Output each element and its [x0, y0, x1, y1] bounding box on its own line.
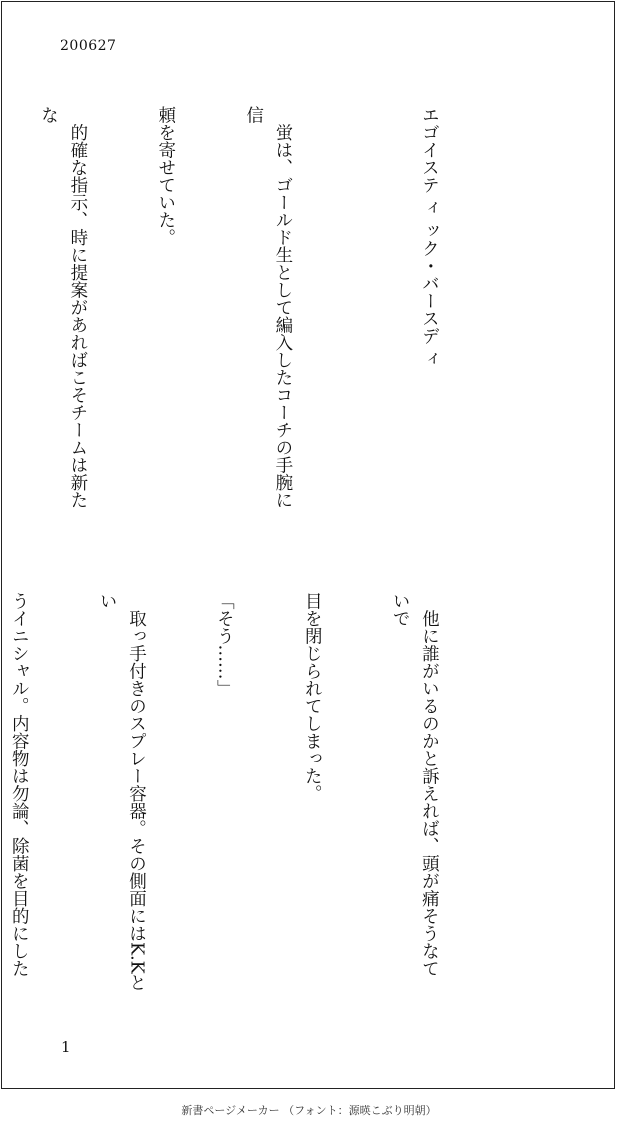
text-column-top [38, 106, 502, 524]
document-id: 200627 [60, 38, 117, 54]
text-column-bottom [9, 592, 502, 992]
text-line: うイニシャル。内容物は勿論、除菌を目的にした [9, 592, 30, 977]
page-number: 1 [61, 1038, 71, 1056]
text-line: 取っ手付きのスプレー容器。その側面にはK.Kとい [97, 592, 147, 992]
text-line: 蛍は、ゴールド生として編入したコーチの手腕に信 [243, 106, 293, 509]
text-line: 的確な指示、時に提案があればこそチームは新たな [38, 106, 88, 509]
footer-caption: 新書ページメーカー （フォント：源暎こぶり明朝） [181, 1104, 437, 1117]
text-line: 目を閉じられてしまった。 [302, 592, 323, 802]
text-line: 「そう……」 [214, 592, 235, 697]
story-title: エゴイステ ィ ック・バースデ ィ [419, 106, 440, 368]
text-line: 頼を寄せていた。 [155, 106, 176, 246]
manuscript-page [1, 1, 615, 1089]
text-line: 他に誰がいるのかと訴えれば、頭が痛そうなていで [390, 592, 440, 977]
